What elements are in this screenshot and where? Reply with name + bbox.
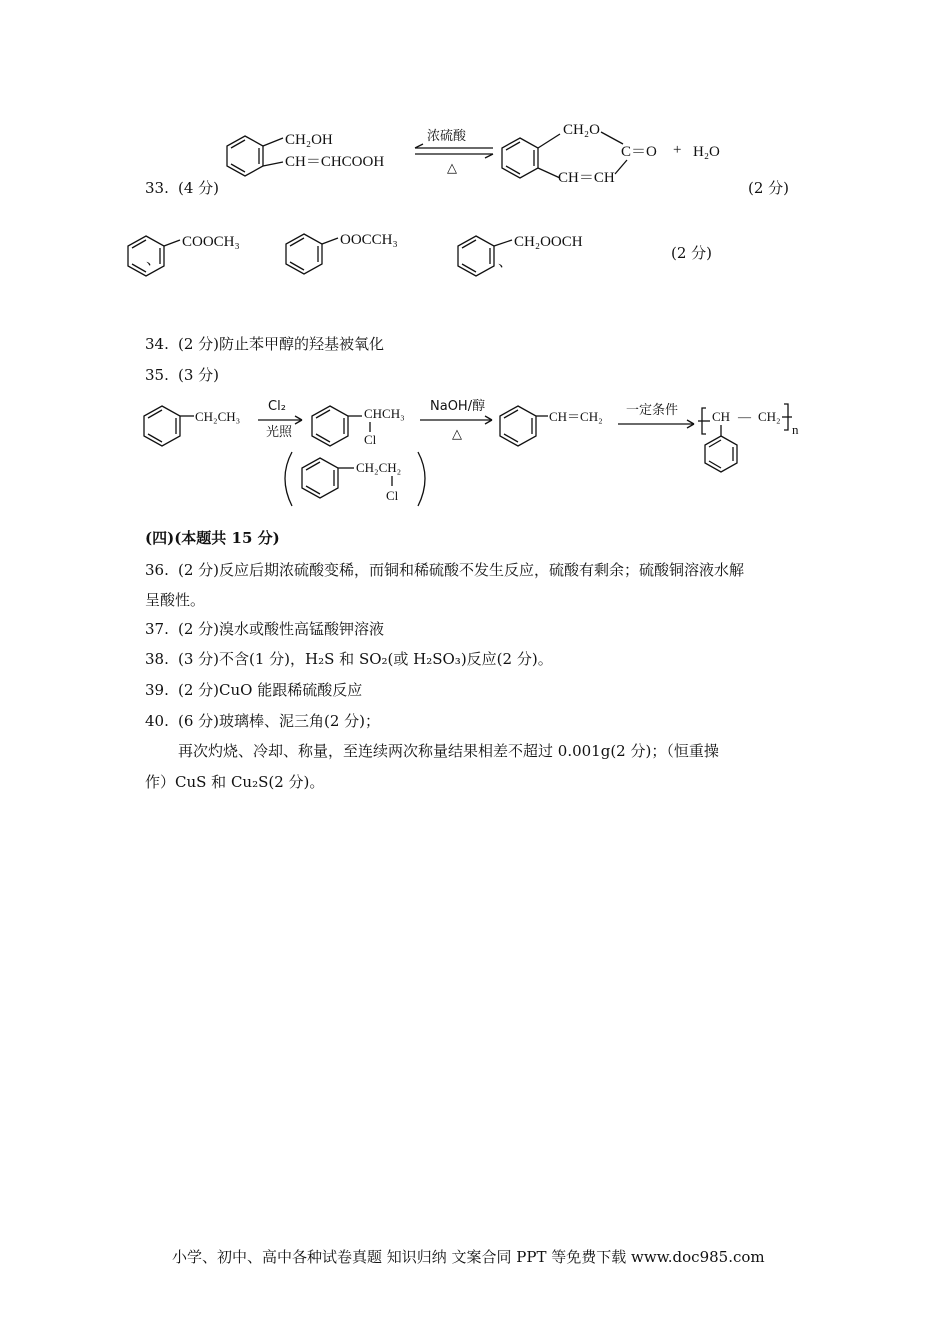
q38-number: 38. <box>145 650 169 668</box>
q33-isomers <box>118 222 678 284</box>
q33-isomer2: OOCCH₃ <box>340 232 398 248</box>
benzene-ring-icon <box>312 406 348 446</box>
q36-line1: (2 分)反应后期浓硫酸变稀，而铜和稀硫酸不发生反应，硫酸有剩余；硫酸铜溶液水解 <box>178 561 745 579</box>
q35-s4-n: n <box>792 422 799 437</box>
q35-r2-bottom: △ <box>452 427 462 442</box>
q33-isomer-points: (2 分) <box>671 244 713 262</box>
q35-synthesis-diagram <box>140 390 820 515</box>
q33-plus: + <box>673 142 682 158</box>
q35-r1-top: Cl₂ <box>268 399 286 414</box>
q35-s4-ch: CH <box>712 409 731 424</box>
q33-reaction-diagram <box>215 118 735 196</box>
q33-sep1: 、 <box>146 252 162 268</box>
q35-points: (3 分) <box>178 366 220 384</box>
q36-number: 36. <box>145 561 169 579</box>
q40-number: 40. <box>145 712 169 730</box>
q33-isomer3: CH₂OOCH <box>514 234 583 250</box>
q33-reactant-top: CH₂OH <box>285 132 333 148</box>
q36-line2: 呈酸性。 <box>145 591 206 609</box>
q33-points-right: (2 分) <box>748 179 790 197</box>
q40-line3: 作）CuS 和 Cu₂S(2 分)。 <box>145 773 325 791</box>
q40-line2: 再次灼烧、冷却、称量，至连续两次称量结果相差不超过 0.001g(2 分)；（恒重操 <box>178 742 719 760</box>
q33-sep2: 、 <box>498 254 514 270</box>
q33-product-carbonyl: C＝O <box>621 144 657 160</box>
q33-product-bottom: CH＝CH <box>558 170 615 186</box>
q35-r3-top: 一定条件 <box>626 403 679 418</box>
q40-line1: (6 分)玻璃棒、泥三角(2 分)； <box>178 712 381 730</box>
benzene-ring-icon <box>502 138 538 178</box>
page-footer: 小学、初中、高中各种试卷真题 知识归纳 文案合同 PPT 等免费下载 www.doc985.com <box>172 1248 765 1266</box>
q34-number: 34. <box>145 335 169 353</box>
q33-isomer1: COOCH₃ <box>182 234 240 250</box>
q35-s4-ch2: CH₂ <box>758 409 781 424</box>
q37-text: (2 分)溴水或酸性高锰酸钾溶液 <box>178 620 385 638</box>
q35-s2-bottom: Cl <box>364 432 377 447</box>
q33-reagent-bottom: △ <box>447 161 457 176</box>
benzene-ring-icon <box>705 436 737 472</box>
q39-number: 39. <box>145 681 169 699</box>
benzene-ring-icon <box>500 406 536 446</box>
q33-reagent-top: 浓硫酸 <box>427 129 467 144</box>
q33-reactant-bottom: CH＝CHCOOH <box>285 154 385 170</box>
q35-r2-top: NaOH/醇 <box>430 399 486 414</box>
q33-water: H₂O <box>693 144 720 160</box>
benzene-ring-icon <box>286 234 322 274</box>
q35-alt-top: CH₂CH₂ <box>356 460 402 475</box>
q35-number: 35. <box>145 366 169 384</box>
q35-s3: CH＝CH₂ <box>549 409 603 424</box>
benzene-ring-icon <box>458 236 494 276</box>
q33-points: (4 分) <box>178 179 220 197</box>
section4-title: (四)(本题共 15 分) <box>145 529 280 547</box>
q35-s1: CH₂CH₃ <box>195 409 241 424</box>
q33-number: 33. <box>145 179 169 197</box>
q34-text: (2 分)防止苯甲醇的羟基被氧化 <box>178 335 385 353</box>
q35-s2-top: CHCH₃ <box>364 406 405 421</box>
q38-text: (3 分)不含(1 分)，H₂S 和 SO₂(或 H₂SO₃)反应(2 分)。 <box>178 650 553 668</box>
q35-r1-bottom: 光照 <box>266 425 293 440</box>
q39-text: (2 分)CuO 能跟稀硫酸反应 <box>178 681 363 699</box>
q35-alt-bottom: Cl <box>386 488 399 503</box>
benzene-ring-icon <box>144 406 180 446</box>
q35-s4-dash: — <box>738 409 751 424</box>
q37-number: 37. <box>145 620 169 638</box>
benzene-ring-icon <box>302 458 338 498</box>
benzene-ring-icon <box>227 136 263 176</box>
q33-product-top: CH₂O <box>563 122 600 138</box>
